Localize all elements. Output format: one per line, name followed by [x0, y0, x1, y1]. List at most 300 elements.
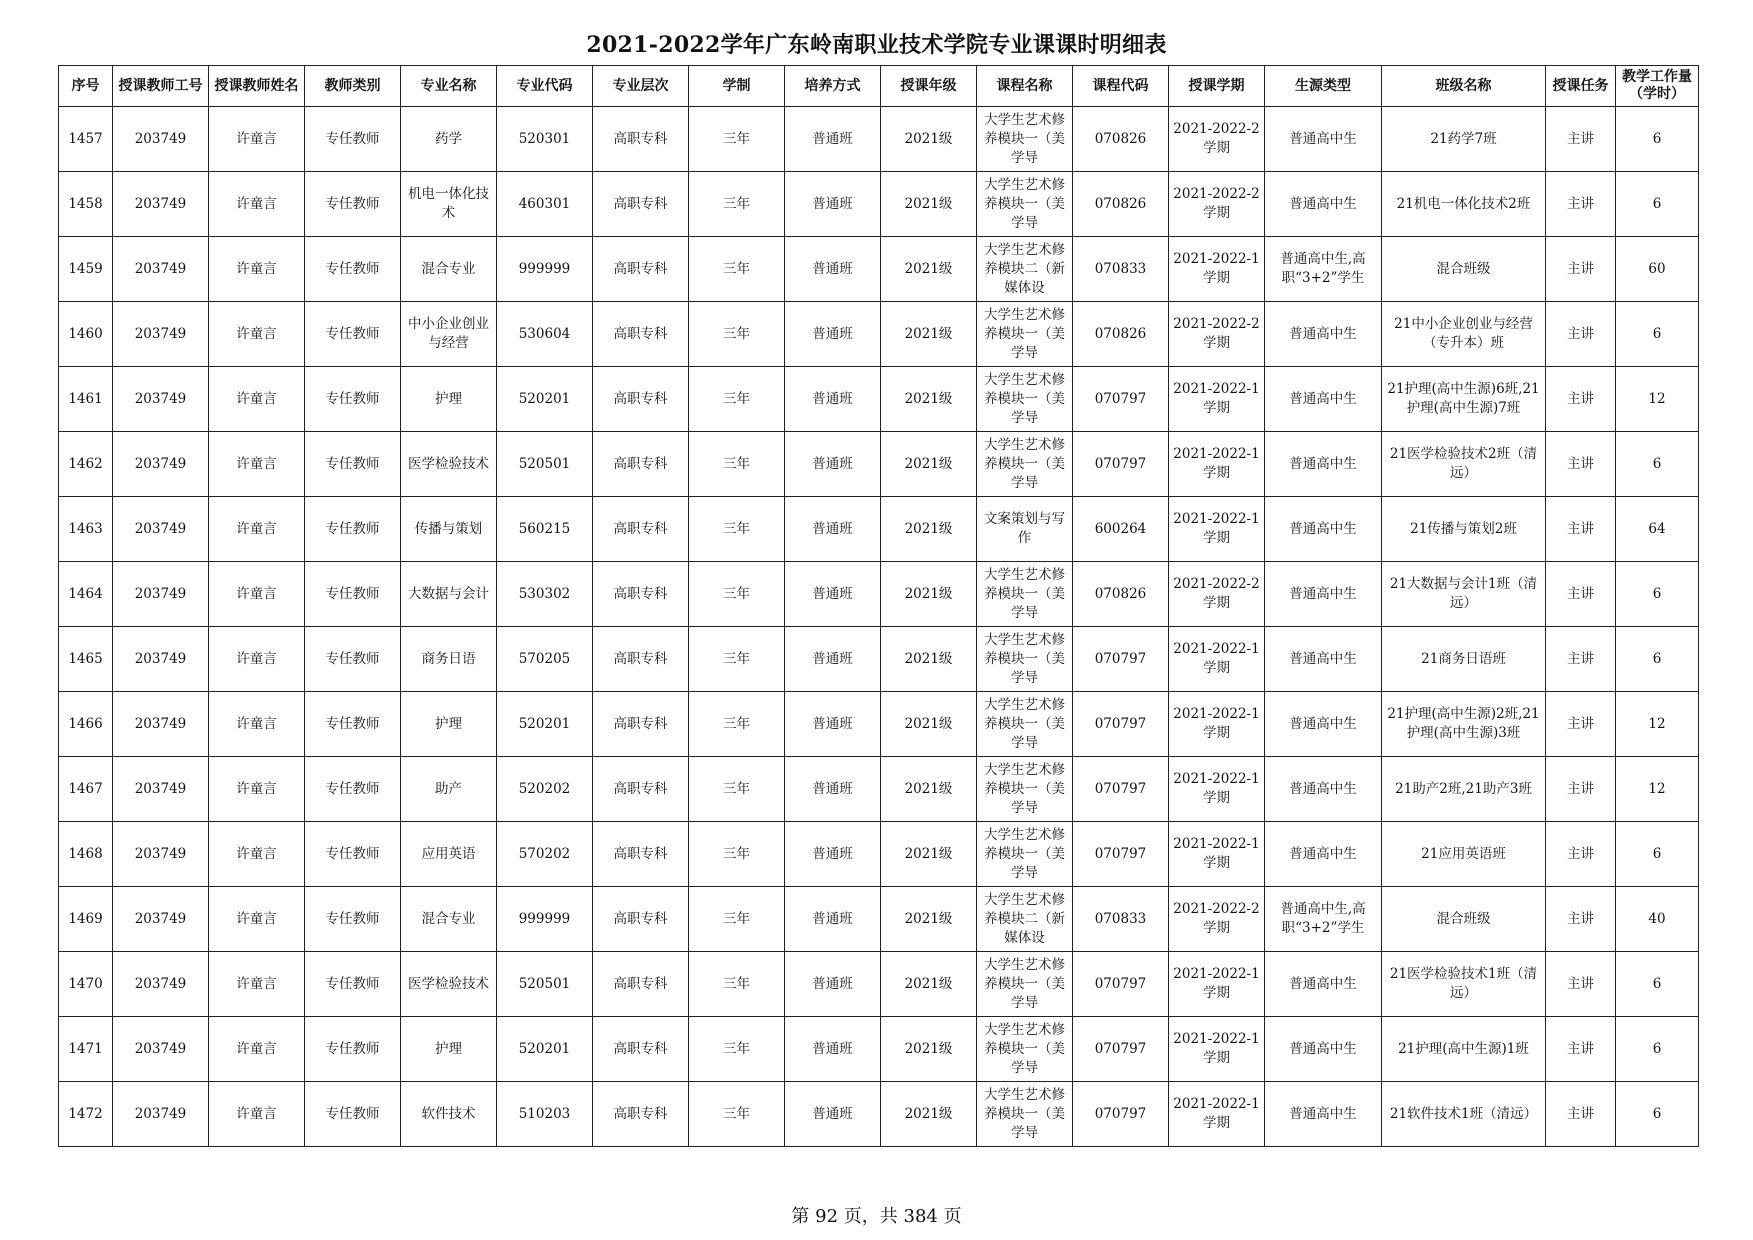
cell-teacher-id	[113, 432, 209, 497]
cell-text: 主讲	[1567, 845, 1594, 862]
table-row	[59, 627, 1699, 692]
cell-text: 三年	[723, 130, 750, 147]
cell-text: 6	[1652, 845, 1662, 862]
cell-teacher-id	[113, 757, 209, 822]
cell-text: 高职专科	[613, 390, 668, 407]
cell-training-mode	[785, 692, 881, 757]
table-row	[59, 822, 1699, 887]
cell-course-code	[1073, 562, 1169, 627]
cell-class-name	[1382, 172, 1546, 237]
cell-text: 普通班	[812, 780, 853, 797]
cell-text: 主讲	[1567, 910, 1594, 927]
cell-major-name	[401, 497, 497, 562]
cell-course-name	[977, 237, 1073, 302]
cell-text: 三年	[723, 390, 750, 407]
cell-seq	[59, 562, 113, 627]
cell-class-name	[1382, 562, 1546, 627]
cell-text: 许童言	[236, 650, 277, 667]
cell-text: 070797	[1094, 1040, 1147, 1057]
cell-text: 普通高中生	[1289, 1105, 1357, 1122]
cell-teacher-name	[209, 497, 305, 562]
cell-text: 1471	[68, 1040, 103, 1057]
cell-text: 三年	[723, 650, 750, 667]
cell-text: 混合班级	[1436, 910, 1491, 927]
cell-major-code	[497, 432, 593, 497]
cell-major-name	[401, 627, 497, 692]
cell-text: 1465	[68, 650, 103, 667]
cell-class-name	[1382, 692, 1546, 757]
cell-teacher-name	[209, 302, 305, 367]
cell-seq	[59, 1082, 113, 1147]
table-row	[59, 302, 1699, 367]
cell-text: 大学生艺术修养模块一（美学导	[984, 1086, 1065, 1141]
cell-text: 2021-2022-2学期	[1173, 316, 1260, 351]
cell-text: 530604	[518, 325, 571, 342]
cell-text: 三年	[723, 1105, 750, 1122]
cell-text: 专任教师	[325, 260, 380, 277]
cell-semester	[1169, 172, 1265, 237]
cell-teacher-type	[305, 367, 401, 432]
cell-text: 普通高中生	[1289, 1040, 1357, 1057]
cell-duration	[689, 432, 785, 497]
cell-training-mode	[785, 952, 881, 1017]
table-row	[59, 107, 1699, 172]
column-header-semester: 授课学期	[1169, 66, 1265, 107]
cell-text: 三年	[723, 780, 750, 797]
cell-workload	[1616, 302, 1699, 367]
cell-text: 高职专科	[613, 325, 668, 342]
cell-text: 600264	[1094, 520, 1147, 537]
cell-text: 2021级	[904, 520, 953, 537]
cell-text: 203749	[134, 130, 187, 147]
cell-class-name	[1382, 757, 1546, 822]
cell-text: 专任教师	[325, 130, 380, 147]
cell-student-source	[1265, 302, 1382, 367]
cell-training-mode	[785, 302, 881, 367]
cell-major-name	[401, 887, 497, 952]
cell-grade	[881, 107, 977, 172]
cell-class-name	[1382, 887, 1546, 952]
cell-text: 护理	[435, 1040, 462, 1057]
cell-workload	[1616, 822, 1699, 887]
cell-teacher-type	[305, 887, 401, 952]
cell-workload	[1616, 887, 1699, 952]
cell-duration	[689, 1017, 785, 1082]
cell-text: 专任教师	[325, 1105, 380, 1122]
cell-grade	[881, 302, 977, 367]
cell-text: 高职专科	[613, 195, 668, 212]
cell-major-code	[497, 887, 593, 952]
cell-major-code	[497, 237, 593, 302]
cell-text: 2021-2022-2学期	[1173, 121, 1260, 156]
cell-text: 070833	[1094, 910, 1147, 927]
cell-text: 普通班	[812, 325, 853, 342]
cell-teacher-name	[209, 757, 305, 822]
cell-text: 2021-2022-1学期	[1173, 1031, 1260, 1066]
column-header-duration: 学制	[689, 66, 785, 107]
cell-text: 专任教师	[325, 780, 380, 797]
cell-major-level	[593, 172, 689, 237]
cell-text: 203749	[134, 390, 187, 407]
cell-text: 6	[1652, 650, 1662, 667]
cell-text: 070826	[1094, 585, 1147, 602]
cell-text: 大学生艺术修养模块一（美学导	[984, 956, 1065, 1011]
cell-major-code	[497, 1017, 593, 1082]
cell-text: 070826	[1094, 325, 1147, 342]
cell-text: 070797	[1094, 780, 1147, 797]
cell-workload	[1616, 432, 1699, 497]
table-row	[59, 887, 1699, 952]
cell-seq	[59, 367, 113, 432]
cell-workload	[1616, 497, 1699, 562]
cell-grade	[881, 562, 977, 627]
table-row	[59, 432, 1699, 497]
column-header-seq: 序号	[59, 66, 113, 107]
cell-text: 大学生艺术修养模块一（美学导	[984, 371, 1065, 426]
cell-task	[1546, 302, 1616, 367]
cell-semester	[1169, 627, 1265, 692]
cell-major-name	[401, 692, 497, 757]
cell-text: 许童言	[236, 455, 277, 472]
cell-grade	[881, 1017, 977, 1082]
column-header-teacher-name: 授课教师姓名	[209, 66, 305, 107]
cell-text: 2021级	[904, 715, 953, 732]
cell-seq	[59, 887, 113, 952]
cell-text: 三年	[723, 520, 750, 537]
cell-duration	[689, 497, 785, 562]
cell-student-source	[1265, 1082, 1382, 1147]
cell-duration	[689, 367, 785, 432]
cell-text: 520501	[518, 455, 571, 472]
cell-text: 1472	[68, 1105, 103, 1122]
cell-teacher-type	[305, 237, 401, 302]
cell-teacher-id	[113, 1082, 209, 1147]
cell-text: 520201	[518, 1040, 571, 1057]
cell-major-name	[401, 1082, 497, 1147]
cell-text: 主讲	[1567, 325, 1594, 342]
cell-course-code	[1073, 1082, 1169, 1147]
column-header-student-source: 生源类型	[1265, 66, 1382, 107]
column-header-course-name: 课程名称	[977, 66, 1073, 107]
cell-student-source	[1265, 1017, 1382, 1082]
cell-text: 大学生艺术修养模块一（美学导	[984, 696, 1065, 751]
cell-teacher-id	[113, 887, 209, 952]
cell-text: 主讲	[1567, 260, 1594, 277]
cell-training-mode	[785, 822, 881, 887]
cell-class-name	[1382, 237, 1546, 302]
cell-text: 070797	[1094, 650, 1147, 667]
cell-course-code	[1073, 237, 1169, 302]
cell-text: 许童言	[236, 520, 277, 537]
cell-course-name	[977, 1017, 1073, 1082]
cell-text: 混合专业	[421, 260, 476, 277]
cell-teacher-name	[209, 692, 305, 757]
cell-semester	[1169, 237, 1265, 302]
cell-course-name	[977, 432, 1073, 497]
cell-text: 主讲	[1567, 1105, 1594, 1122]
cell-text: 普通高中生	[1289, 975, 1357, 992]
cell-text: 混合班级	[1436, 260, 1491, 277]
cell-text: 主讲	[1567, 455, 1594, 472]
cell-teacher-name	[209, 107, 305, 172]
cell-course-code	[1073, 1017, 1169, 1082]
cell-text: 大学生艺术修养模块二（新媒体设	[984, 241, 1065, 296]
cell-workload	[1616, 627, 1699, 692]
cell-teacher-type	[305, 172, 401, 237]
cell-text: 专任教师	[325, 585, 380, 602]
cell-major-name	[401, 107, 497, 172]
cell-grade	[881, 952, 977, 1017]
cell-text: 应用英语	[421, 845, 476, 862]
cell-task	[1546, 887, 1616, 952]
cell-major-name	[401, 757, 497, 822]
cell-duration	[689, 562, 785, 627]
cell-major-level	[593, 562, 689, 627]
column-header-teacher-id: 授课教师工号	[113, 66, 209, 107]
cell-teacher-type	[305, 497, 401, 562]
table-row	[59, 1082, 1699, 1147]
cell-duration	[689, 757, 785, 822]
cell-text: 560215	[518, 520, 571, 537]
cell-text: 许童言	[236, 390, 277, 407]
cell-text: 大学生艺术修养模块一（美学导	[984, 1021, 1065, 1076]
cell-text: 520501	[518, 975, 571, 992]
cell-major-level	[593, 432, 689, 497]
cell-text: 203749	[134, 260, 187, 277]
cell-text: 商务日语	[421, 650, 476, 667]
cell-text: 高职专科	[613, 260, 668, 277]
cell-major-level	[593, 757, 689, 822]
cell-teacher-type	[305, 562, 401, 627]
cell-training-mode	[785, 1017, 881, 1082]
cell-text: 2021级	[904, 910, 953, 927]
cell-text: 许童言	[236, 910, 277, 927]
cell-text: 高职专科	[613, 520, 668, 537]
cell-major-level	[593, 1017, 689, 1082]
cell-text: 1467	[68, 780, 103, 797]
cell-teacher-type	[305, 107, 401, 172]
cell-text: 2021-2022-2学期	[1173, 186, 1260, 221]
cell-teacher-type	[305, 822, 401, 887]
cell-text: 1462	[68, 455, 103, 472]
cell-text: 2021级	[904, 130, 953, 147]
cell-semester	[1169, 887, 1265, 952]
cell-course-name	[977, 562, 1073, 627]
cell-text: 高职专科	[613, 585, 668, 602]
cell-major-code	[497, 952, 593, 1017]
table-row	[59, 497, 1699, 562]
cell-text: 570205	[518, 650, 571, 667]
cell-semester	[1169, 107, 1265, 172]
cell-text: 070797	[1094, 975, 1147, 992]
cell-student-source	[1265, 887, 1382, 952]
cell-text: 070797	[1094, 455, 1147, 472]
cell-duration	[689, 302, 785, 367]
cell-major-name	[401, 1017, 497, 1082]
cell-text: 许童言	[236, 585, 277, 602]
cell-text: 070826	[1094, 130, 1147, 147]
cell-text: 普通高中生	[1289, 455, 1357, 472]
cell-teacher-name	[209, 1082, 305, 1147]
cell-text: 6	[1652, 195, 1662, 212]
cell-text: 主讲	[1567, 195, 1594, 212]
cell-major-level	[593, 107, 689, 172]
cell-text: 主讲	[1567, 390, 1594, 407]
cell-text: 2021-2022-1学期	[1173, 381, 1260, 416]
cell-text: 60	[1648, 260, 1666, 277]
cell-teacher-name	[209, 237, 305, 302]
cell-teacher-id	[113, 822, 209, 887]
cell-semester	[1169, 757, 1265, 822]
cell-major-code	[497, 172, 593, 237]
cell-text: 2021级	[904, 1040, 953, 1057]
column-header-teacher-type: 教师类别	[305, 66, 401, 107]
cell-class-name	[1382, 1082, 1546, 1147]
cell-teacher-id	[113, 627, 209, 692]
cell-major-name	[401, 302, 497, 367]
cell-grade	[881, 237, 977, 302]
cell-course-name	[977, 822, 1073, 887]
cell-seq	[59, 757, 113, 822]
cell-text: 大数据与会计	[408, 585, 489, 602]
cell-grade	[881, 757, 977, 822]
cell-text: 专任教师	[325, 325, 380, 342]
cell-text: 主讲	[1567, 585, 1594, 602]
table-row	[59, 757, 1699, 822]
cell-teacher-type	[305, 1082, 401, 1147]
cell-text: 普通高中生	[1289, 780, 1357, 797]
cell-training-mode	[785, 1082, 881, 1147]
cell-text: 1464	[68, 585, 103, 602]
cell-course-code	[1073, 822, 1169, 887]
cell-text: 混合专业	[421, 910, 476, 927]
cell-text: 21中小企业创业与经营（专升本）班	[1394, 316, 1533, 351]
cell-course-name	[977, 887, 1073, 952]
cell-text: 21大数据与会计1班（清远）	[1389, 576, 1538, 611]
cell-text: 2021-2022-1学期	[1173, 1096, 1260, 1131]
cell-task	[1546, 497, 1616, 562]
cell-text: 520201	[518, 390, 571, 407]
cell-major-level	[593, 822, 689, 887]
cell-teacher-name	[209, 1017, 305, 1082]
cell-task	[1546, 237, 1616, 302]
column-header-course-code: 课程代码	[1073, 66, 1169, 107]
cell-text: 21软件技术1班（清远）	[1389, 1105, 1538, 1122]
column-header-major-name: 专业名称	[401, 66, 497, 107]
cell-text: 高职专科	[613, 715, 668, 732]
cell-workload	[1616, 692, 1699, 757]
cell-text: 2021-2022-1学期	[1173, 446, 1260, 481]
cell-semester	[1169, 692, 1265, 757]
cell-text: 普通班	[812, 910, 853, 927]
cell-text: 主讲	[1567, 650, 1594, 667]
cell-workload	[1616, 952, 1699, 1017]
cell-text: 大学生艺术修养模块一（美学导	[984, 826, 1065, 881]
cell-text: 6	[1652, 1040, 1662, 1057]
cell-task	[1546, 107, 1616, 172]
cell-text: 1458	[68, 195, 103, 212]
cell-training-mode	[785, 107, 881, 172]
cell-seq	[59, 172, 113, 237]
cell-training-mode	[785, 497, 881, 562]
cell-major-name	[401, 367, 497, 432]
cell-duration	[689, 627, 785, 692]
cell-text: 普通高中生	[1289, 325, 1357, 342]
cell-student-source	[1265, 107, 1382, 172]
cell-workload	[1616, 1082, 1699, 1147]
cell-text: 203749	[134, 325, 187, 342]
cell-class-name	[1382, 627, 1546, 692]
cell-major-name	[401, 952, 497, 1017]
cell-text: 070797	[1094, 845, 1147, 862]
cell-task	[1546, 172, 1616, 237]
course-hours-table	[58, 65, 1699, 1147]
cell-grade	[881, 1082, 977, 1147]
cell-student-source	[1265, 367, 1382, 432]
cell-grade	[881, 887, 977, 952]
cell-text: 专任教师	[325, 520, 380, 537]
cell-major-name	[401, 172, 497, 237]
cell-seq	[59, 952, 113, 1017]
cell-text: 三年	[723, 845, 750, 862]
cell-course-name	[977, 692, 1073, 757]
cell-text: 三年	[723, 325, 750, 342]
cell-text: 许童言	[236, 780, 277, 797]
cell-text: 520301	[518, 130, 571, 147]
cell-text: 主讲	[1567, 975, 1594, 992]
cell-text: 070797	[1094, 1105, 1147, 1122]
cell-text: 文案策划与写作	[984, 511, 1065, 546]
cell-duration	[689, 952, 785, 1017]
cell-text: 大学生艺术修养模块一（美学导	[984, 761, 1065, 816]
cell-text: 203749	[134, 1040, 187, 1057]
cell-text: 203749	[134, 1105, 187, 1122]
cell-grade	[881, 432, 977, 497]
cell-text: 6	[1652, 585, 1662, 602]
cell-major-level	[593, 237, 689, 302]
cell-text: 6	[1652, 975, 1662, 992]
cell-text: 普通班	[812, 390, 853, 407]
cell-major-name	[401, 432, 497, 497]
cell-text: 2021级	[904, 650, 953, 667]
cell-text: 三年	[723, 1040, 750, 1057]
cell-workload	[1616, 172, 1699, 237]
cell-text: 三年	[723, 195, 750, 212]
cell-text: 专任教师	[325, 1040, 380, 1057]
cell-training-mode	[785, 172, 881, 237]
cell-seq	[59, 692, 113, 757]
cell-text: 高职专科	[613, 650, 668, 667]
cell-training-mode	[785, 887, 881, 952]
cell-text: 2021级	[904, 845, 953, 862]
cell-text: 6	[1652, 1105, 1662, 1122]
cell-text: 大学生艺术修养模块一（美学导	[984, 436, 1065, 491]
cell-task	[1546, 692, 1616, 757]
cell-text: 1470	[68, 975, 103, 992]
cell-course-name	[977, 497, 1073, 562]
column-header-training-mode: 培养方式	[785, 66, 881, 107]
cell-text: 普通高中生	[1289, 585, 1357, 602]
cell-text: 普通班	[812, 845, 853, 862]
cell-task	[1546, 757, 1616, 822]
cell-workload	[1616, 367, 1699, 432]
cell-student-source	[1265, 952, 1382, 1017]
cell-text: 主讲	[1567, 780, 1594, 797]
cell-semester	[1169, 952, 1265, 1017]
cell-text: 普通高中生	[1289, 195, 1357, 212]
cell-text: 510203	[518, 1105, 571, 1122]
cell-text: 6	[1652, 325, 1662, 342]
